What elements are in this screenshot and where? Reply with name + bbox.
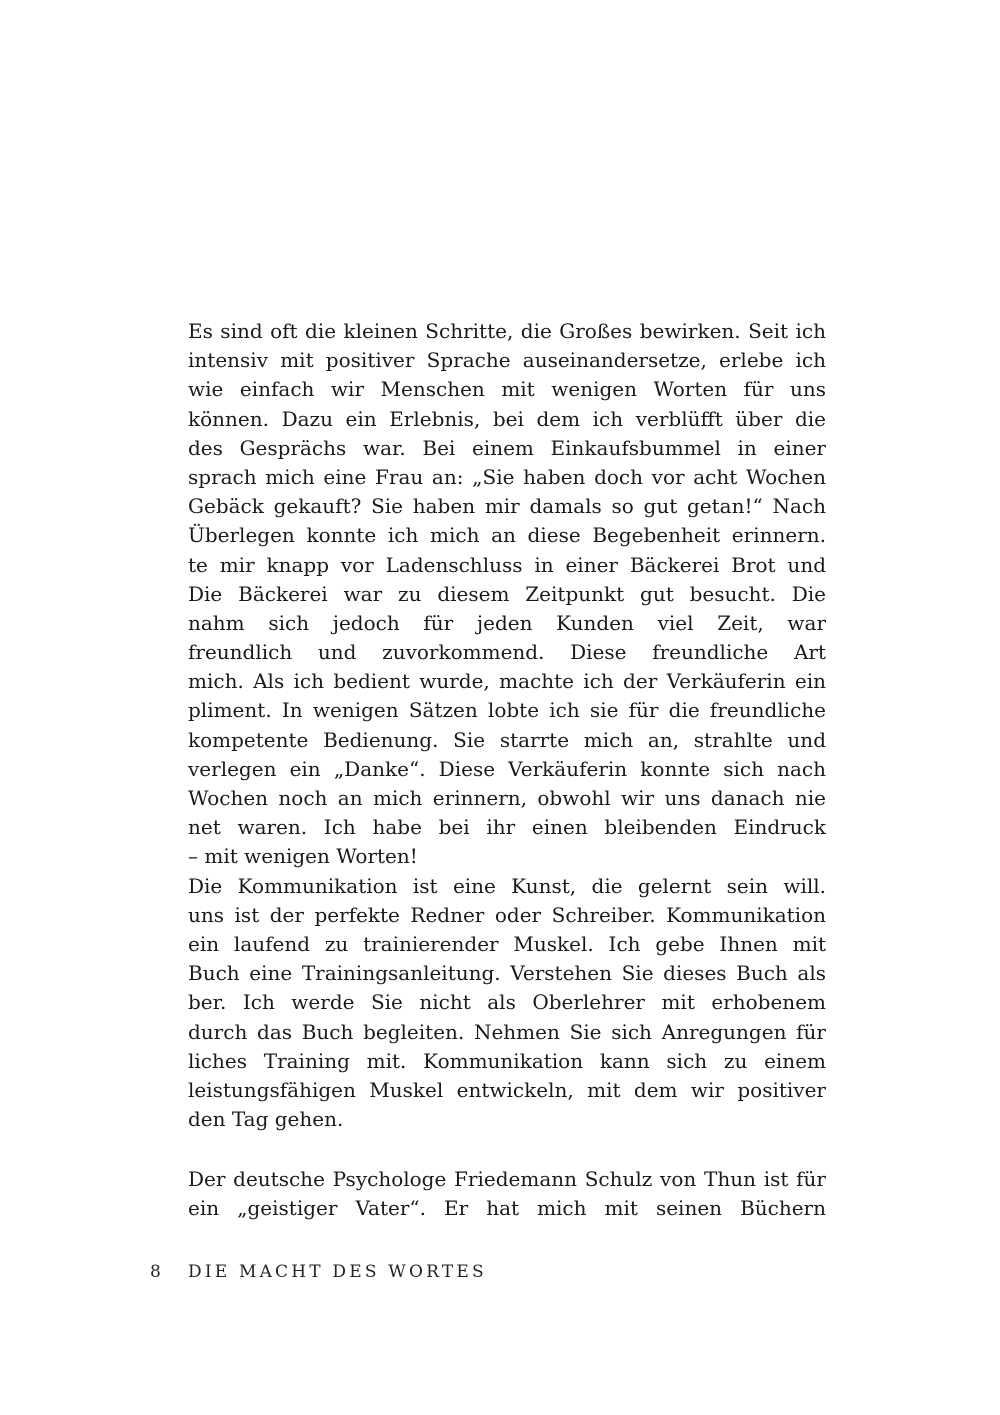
paragraph-1 xyxy=(188,317,826,872)
text-line: können. Dazu ein Erlebnis, bei dem ich verblüfft über die xyxy=(188,406,826,431)
text-line: Es sind oft die kleinen Schritte, die Großes bewirken. Seit ich xyxy=(188,319,826,343)
text-line: net waren. Ich habe bei ihr einen bleibenden Eindruck xyxy=(188,815,826,840)
text-line: den Tag gehen. xyxy=(188,1107,344,1132)
text-line: leistungsfähigen Muskel entwickeln, mit dem wir positiver xyxy=(188,1077,826,1102)
text-line: freundlich und zuvorkommend. Diese freundliche Art xyxy=(188,640,826,665)
text-line: liches Training mit. Kommunikation kann sich zu einem xyxy=(188,1048,826,1073)
text-line: kompetente Bedienung. Sie starrte mich an, strahlte und xyxy=(188,727,826,752)
text-line: ein laufend zu trainierender Muskel. Ich gebe Ihnen mit xyxy=(188,931,826,956)
text-line: uns ist der perfekte Redner oder Schreiber. Kommunikation xyxy=(188,902,826,927)
text-line: Die Bäckerei war zu diesem Zeitpunkt gut besucht. Die xyxy=(188,581,826,606)
text-line: verlegen ein „Danke“. Diese Verkäuferin konnte sich nach xyxy=(188,756,826,781)
text-line: intensiv mit positiver Sprache auseinandersetze, erlebe ich xyxy=(188,348,826,373)
page-number: 8 xyxy=(150,1262,161,1282)
text-line: ein „geistiger Vater“. Er hat mich mit seinen Büchern xyxy=(188,1196,826,1221)
body-text-main xyxy=(188,317,826,1134)
text-line: nahm sich jedoch für jeden Kunden viel Zeit, war xyxy=(188,610,826,635)
paragraph-2 xyxy=(188,872,826,1135)
text-line: sprach mich eine Frau an: „Sie haben doch vor acht Wochen xyxy=(188,464,826,489)
text-line: des Gesprächs war. Bei einem Einkaufsbummel in einer xyxy=(188,435,826,460)
page-footer xyxy=(150,1262,487,1282)
text-line: Wochen noch an mich erinnern, obwohl wir uns danach nie xyxy=(188,786,826,810)
text-line: ber. Ich werde Sie nicht als Oberlehrer mit erhobenem xyxy=(188,990,826,1015)
text-line: wie einfach wir Menschen mit wenigen Worten für uns xyxy=(188,377,826,402)
text-line: – mit wenigen Worten! xyxy=(188,844,418,869)
body-text-continued xyxy=(188,1165,826,1223)
text-line: mich. Als ich bedient wurde, machte ich der Verkäuferin ein xyxy=(188,669,826,694)
text-line: pliment. In wenigen Sätzen lobte ich sie für die freundliche xyxy=(188,698,826,723)
running-title: DIE MACHT DES WORTES xyxy=(188,1262,487,1282)
text-line: Buch eine Trainingsanleitung. Verstehen Sie dieses Buch als xyxy=(188,961,826,986)
paragraph-3 xyxy=(188,1165,826,1223)
text-line: Der deutsche Psychologe Friedemann Schulz von Thun ist für xyxy=(188,1167,826,1191)
text-line: Die Kommunikation ist eine Kunst, die gelernt sein will. xyxy=(188,873,826,898)
text-line: durch das Buch begleiten. Nehmen Sie sich Anregungen für xyxy=(188,1019,826,1044)
text-line: te mir knapp vor Ladenschluss in einer Bäckerei Brot und xyxy=(188,552,826,577)
text-line: Überlegen konnte ich mich an diese Begebenheit erinnern. xyxy=(188,523,826,548)
text-line: Gebäck gekauft? Sie haben mir damals so gut getan!“ Nach xyxy=(188,494,826,519)
